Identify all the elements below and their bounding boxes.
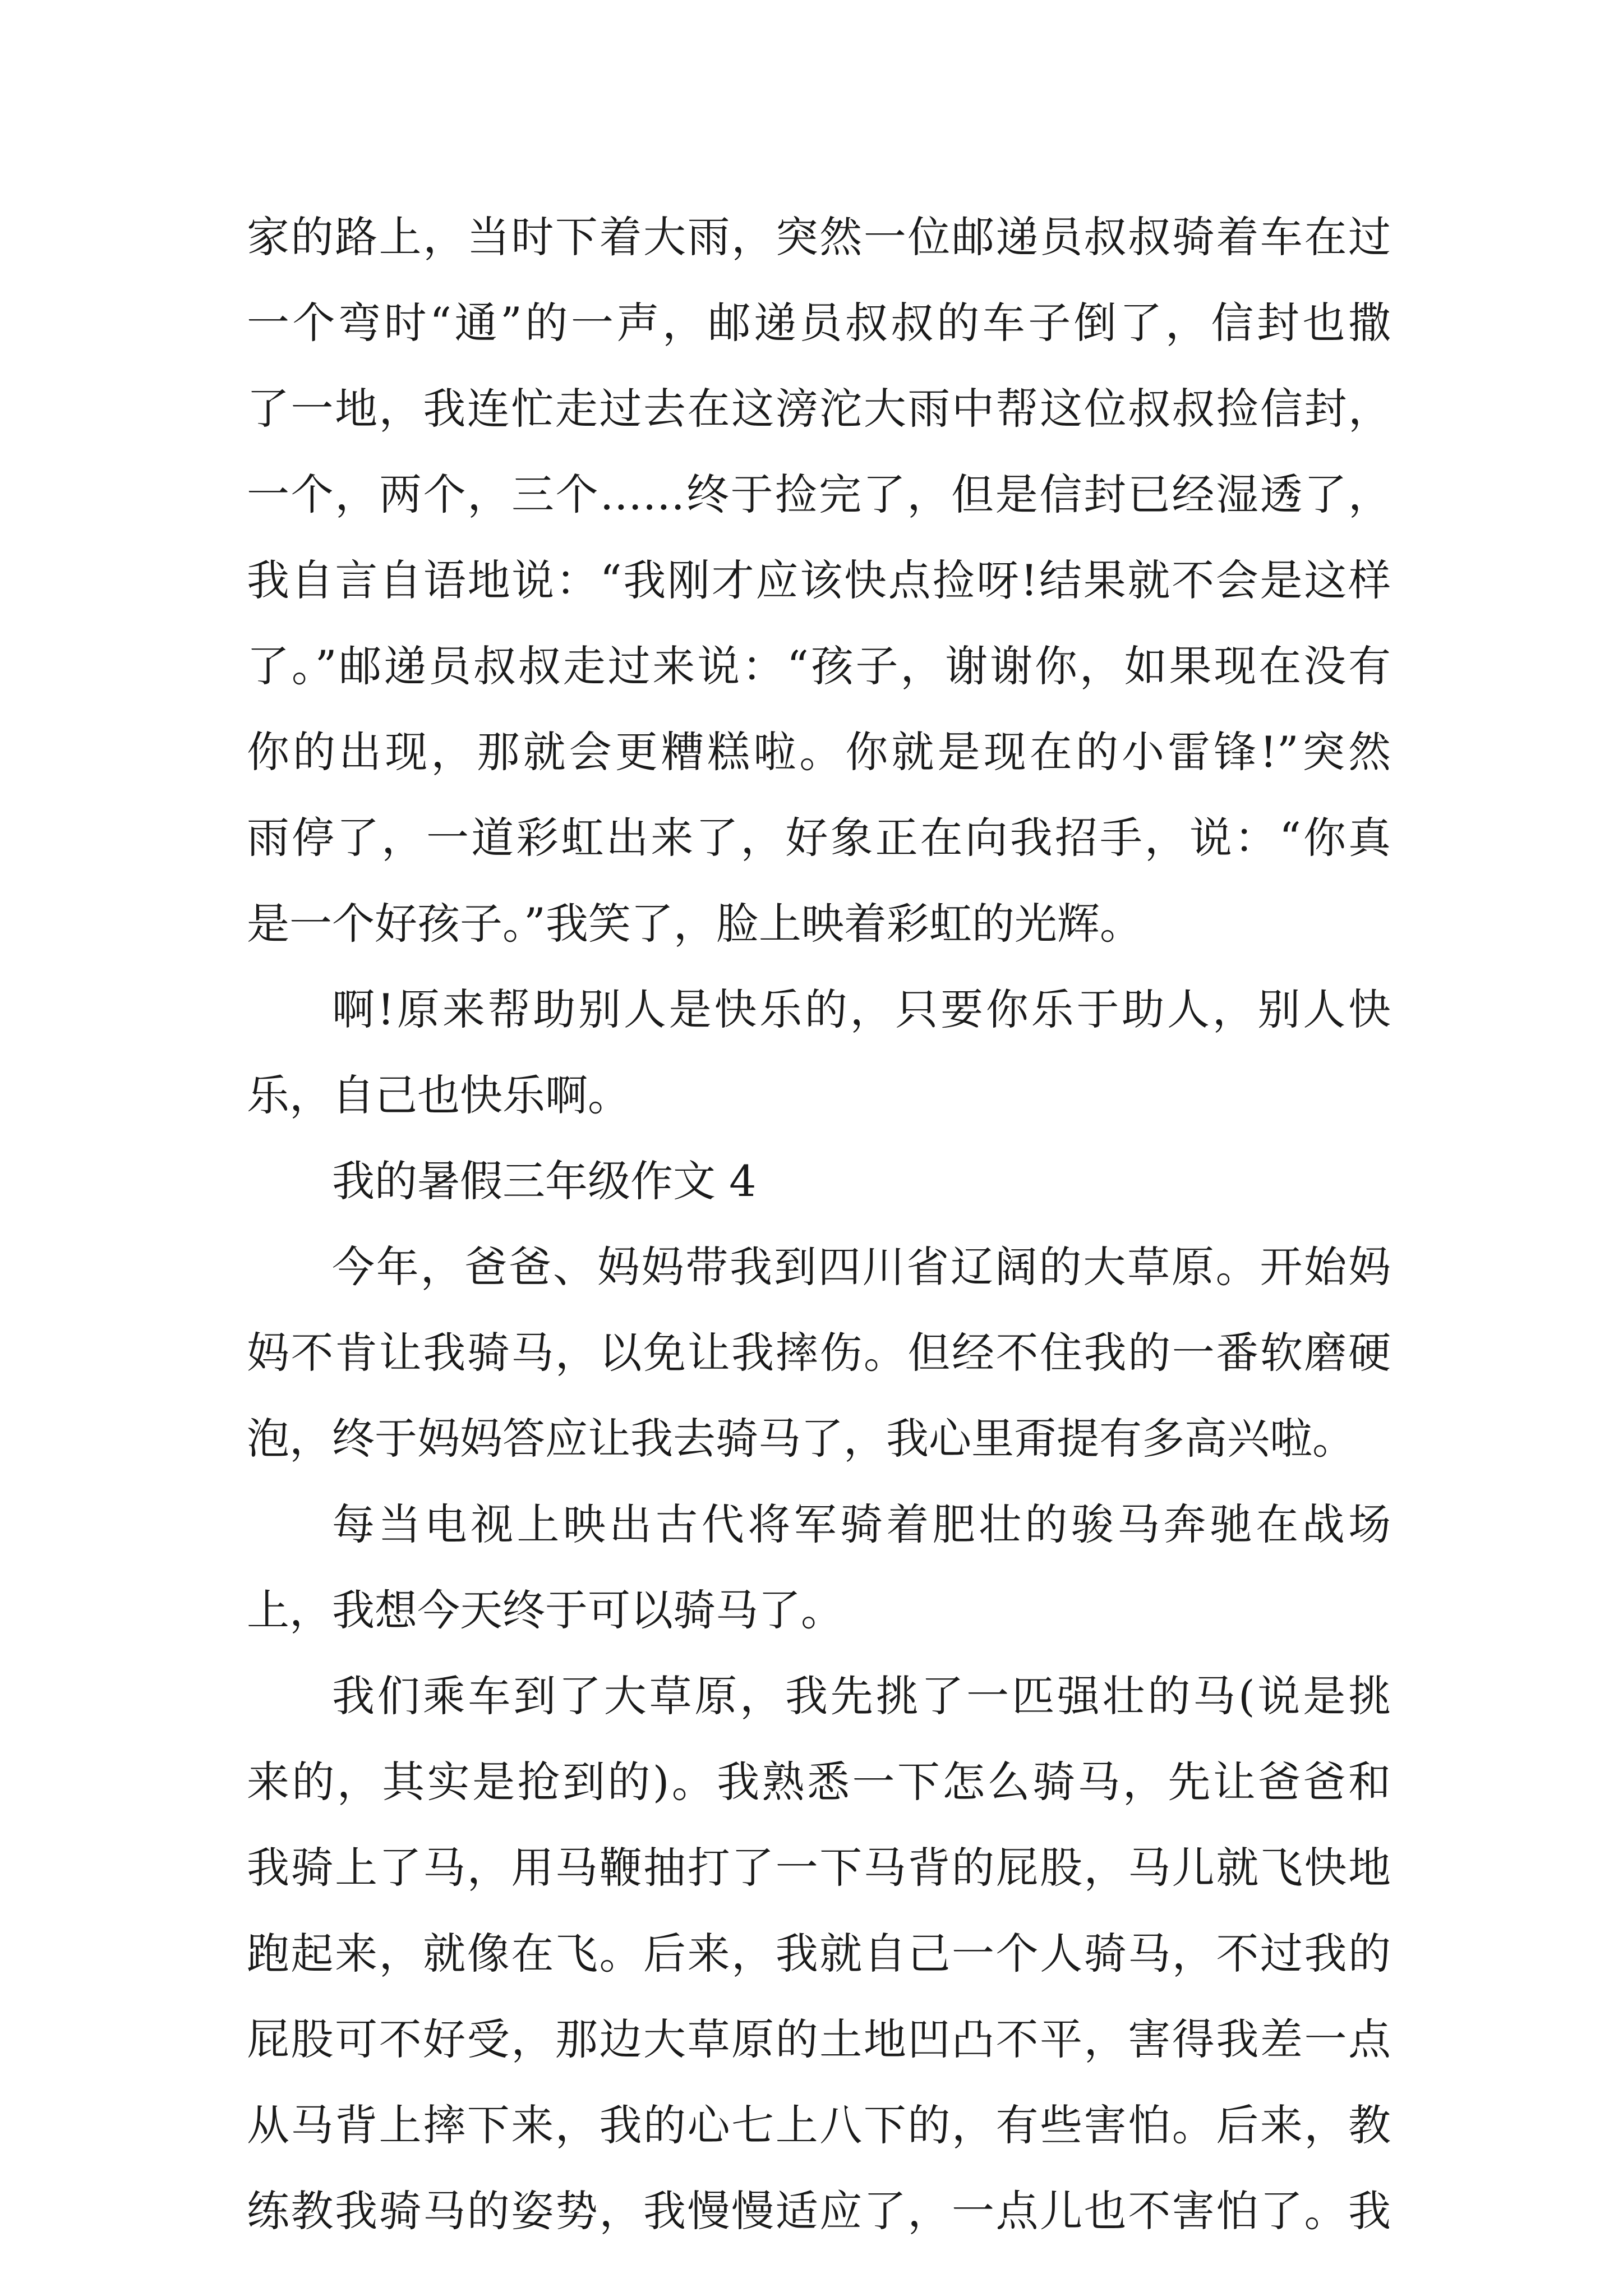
text-line: 是一个好孩子。”我笑了，脸上映着彩虹的光辉。: [247, 899, 1142, 949]
text-line: 你的出现，那就会更糟糕啦。你就是现在的小雷锋!”突然: [247, 727, 1391, 777]
text-line: 每当电视上映出古代将军骑着肥壮的骏马奔驰在战场: [332, 1499, 1391, 1549]
text-line: 妈不肯让我骑马，以免让我摔伤。但经不住我的一番软磨硬: [247, 1328, 1391, 1378]
text-line: 一个弯时“通”的一声，邮递员叔叔的车子倒了，信封也撒: [247, 298, 1391, 348]
text-line: 上，我想今天终于可以骑马了。: [247, 1585, 843, 1635]
text-line: 屁股可不好受，那边大草原的土地凹凸不平，害得我差一点: [247, 2014, 1391, 2064]
text-line: 我骑上了马，用马鞭抽打了一下马背的屁股，马儿就飞快地: [247, 1843, 1391, 1893]
text-line: 一个，两个，三个……终于捡完了，但是信封已经湿透了，: [247, 470, 1391, 519]
text-line: 了一地，我连忙走过去在这滂沱大雨中帮这位叔叔捡信封，: [247, 384, 1391, 434]
text-line: 雨停了，一道彩虹出来了，好象正在向我招手，说：“你真: [247, 813, 1391, 863]
text-line: 跑起来，就像在飞。后来，我就自己一个人骑马，不过我的: [247, 1929, 1391, 1978]
text-line: 练教我骑马的姿势，我慢慢适应了，一点儿也不害怕了。我: [247, 2186, 1391, 2236]
text-line: 今年，爸爸、妈妈带我到四川省辽阔的大草原。开始妈: [332, 1242, 1391, 1292]
text-line: 泡，终于妈妈答应让我去骑马了，我心里甭提有多高兴啦。: [247, 1414, 1355, 1464]
text-line: 家的路上，当时下着大雨，突然一位邮递员叔叔骑着车在过: [247, 212, 1391, 262]
text-line: 我自言自语地说：“我刚才应该快点捡呀!结果就不会是这样: [247, 555, 1391, 605]
text-line: 乐，自己也快乐啊。: [247, 1070, 630, 1120]
text-line: 我的暑假三年级作文 4: [332, 1156, 757, 1206]
text-line: 啊!原来帮助别人是快乐的，只要你乐于助人，别人快: [332, 984, 1391, 1034]
document-body: [247, 194, 1391, 2254]
text-line: 了。”邮递员叔叔走过来说：“孩子，谢谢你，如果现在没有: [247, 641, 1391, 691]
text-line: 来的，其实是抢到的)。我熟悉一下怎么骑马，先让爸爸和: [247, 1757, 1391, 1807]
text-line: 从马背上摔下来，我的心七上八下的，有些害怕。后来，教: [247, 2100, 1391, 2150]
text-line: 我们乘车到了大草原，我先挑了一匹强壮的马(说是挑: [332, 1671, 1391, 1721]
